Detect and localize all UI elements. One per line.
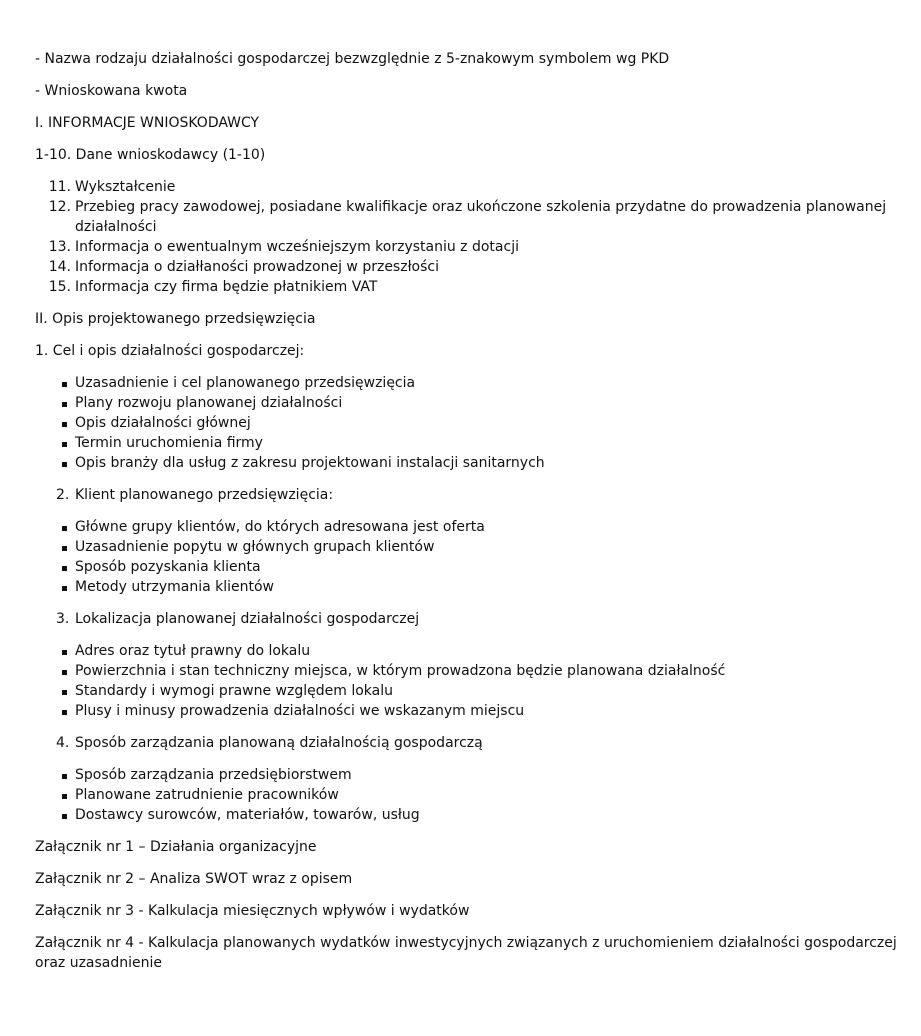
bullet-item: Powierzchnia i stan techniczny miejsca, w którym prowadzona będzie planowana działalność (75, 661, 901, 681)
section-1-title: I. INFORMACJE WNIOSKODAWCY (35, 115, 260, 131)
list-item: 14. Informacja o działłaności prowadzonej w przeszłości (48, 259, 439, 275)
bullet-item: Opis działalności głównej (75, 413, 901, 433)
bullet-item: Metody utrzymania klientów (75, 577, 901, 597)
attachment-2: Załącznik nr 2 – Analiza SWOT wraz z opisem (35, 871, 353, 887)
bullet-item: Opis branży dla usług z zakresu projektowani instalacji sanitarnych (75, 453, 901, 473)
list-item: 12. Przebieg pracy zawodowej, posiadane kwalifikacje oraz ukończone szkolenia przydatne do prowadzenia planowanej działalności (48, 199, 887, 235)
bullet-item: Dostawcy surowców, materiałów, towarów, usług (75, 805, 901, 825)
list-item: 15. Informacja czy firma będzie płatnikiem VAT (48, 279, 378, 295)
bullet-item: Adres oraz tytuł prawny do lokalu (75, 641, 901, 661)
bullet-item: Sposób pozyskania klienta (75, 557, 901, 577)
part-4-title: 4. Sposób zarządzania planowaną działalnością gospodarczą (56, 735, 483, 751)
part-2-bullets (35, 517, 901, 597)
intro-amount: - Wnioskowana kwota (35, 83, 188, 99)
intro-pkd: - Nazwa rodzaju działalności gospodarczej bezwzględnie z 5-znakowym symbolem wg PKD (35, 51, 670, 67)
attachment-4: Załącznik nr 4 - Kalkulacja planowanych wydatków inwestycyjnych związanych z uruchomieniem działalności gospodarczej oraz uzasadnienie (35, 935, 897, 971)
bullet-item: Uzasadnienie i cel planowanego przedsięwzięcia (75, 373, 901, 393)
list-item: 13. Informacja o ewentualnym wcześniejszym korzystaniu z dotacji (48, 239, 519, 255)
section-1-subtitle: 1-10. Dane wnioskodawcy (1-10) (35, 147, 266, 163)
attachment-3: Załącznik nr 3 - Kalkulacja miesięcznych wpływów i wydatków (35, 903, 470, 919)
section-2-title: II. Opis projektowanego przedsięwzięcia (35, 311, 316, 327)
attachment-1: Załącznik nr 1 – Działania organizacyjne (35, 839, 317, 855)
bullet-item: Termin uruchomienia firmy (75, 433, 901, 453)
part-3-bullets (35, 641, 901, 721)
bullet-item: Planowane zatrudnienie pracowników (75, 785, 901, 805)
bullet-item: Plusy i minusy prowadzenia działalności we wskazanym miejscu (75, 701, 901, 721)
bullet-item: Uzasadnienie popytu w głównych grupach klientów (75, 537, 901, 557)
part-1-bullets (35, 373, 901, 473)
part-3-title: 3. Lokalizacja planowanej działalności gospodarczej (56, 611, 420, 627)
part-2-title: 2. Klient planowanego przedsięwzięcia: (56, 487, 334, 503)
bullet-item: Główne grupy klientów, do których adresowana jest oferta (75, 517, 901, 537)
bullet-item: Plany rozwoju planowanej działalności (75, 393, 901, 413)
bullet-item: Standardy i wymogi prawne względem lokalu (75, 681, 901, 701)
part-1-title: 1. Cel i opis działalności gospodarczej: (35, 343, 305, 359)
bullet-item: Sposób zarządzania przedsiębiorstwem (75, 765, 901, 785)
applicant-info-list (35, 177, 901, 297)
part-4-bullets (35, 765, 901, 825)
list-item: 11. Wykształcenie (48, 179, 176, 195)
